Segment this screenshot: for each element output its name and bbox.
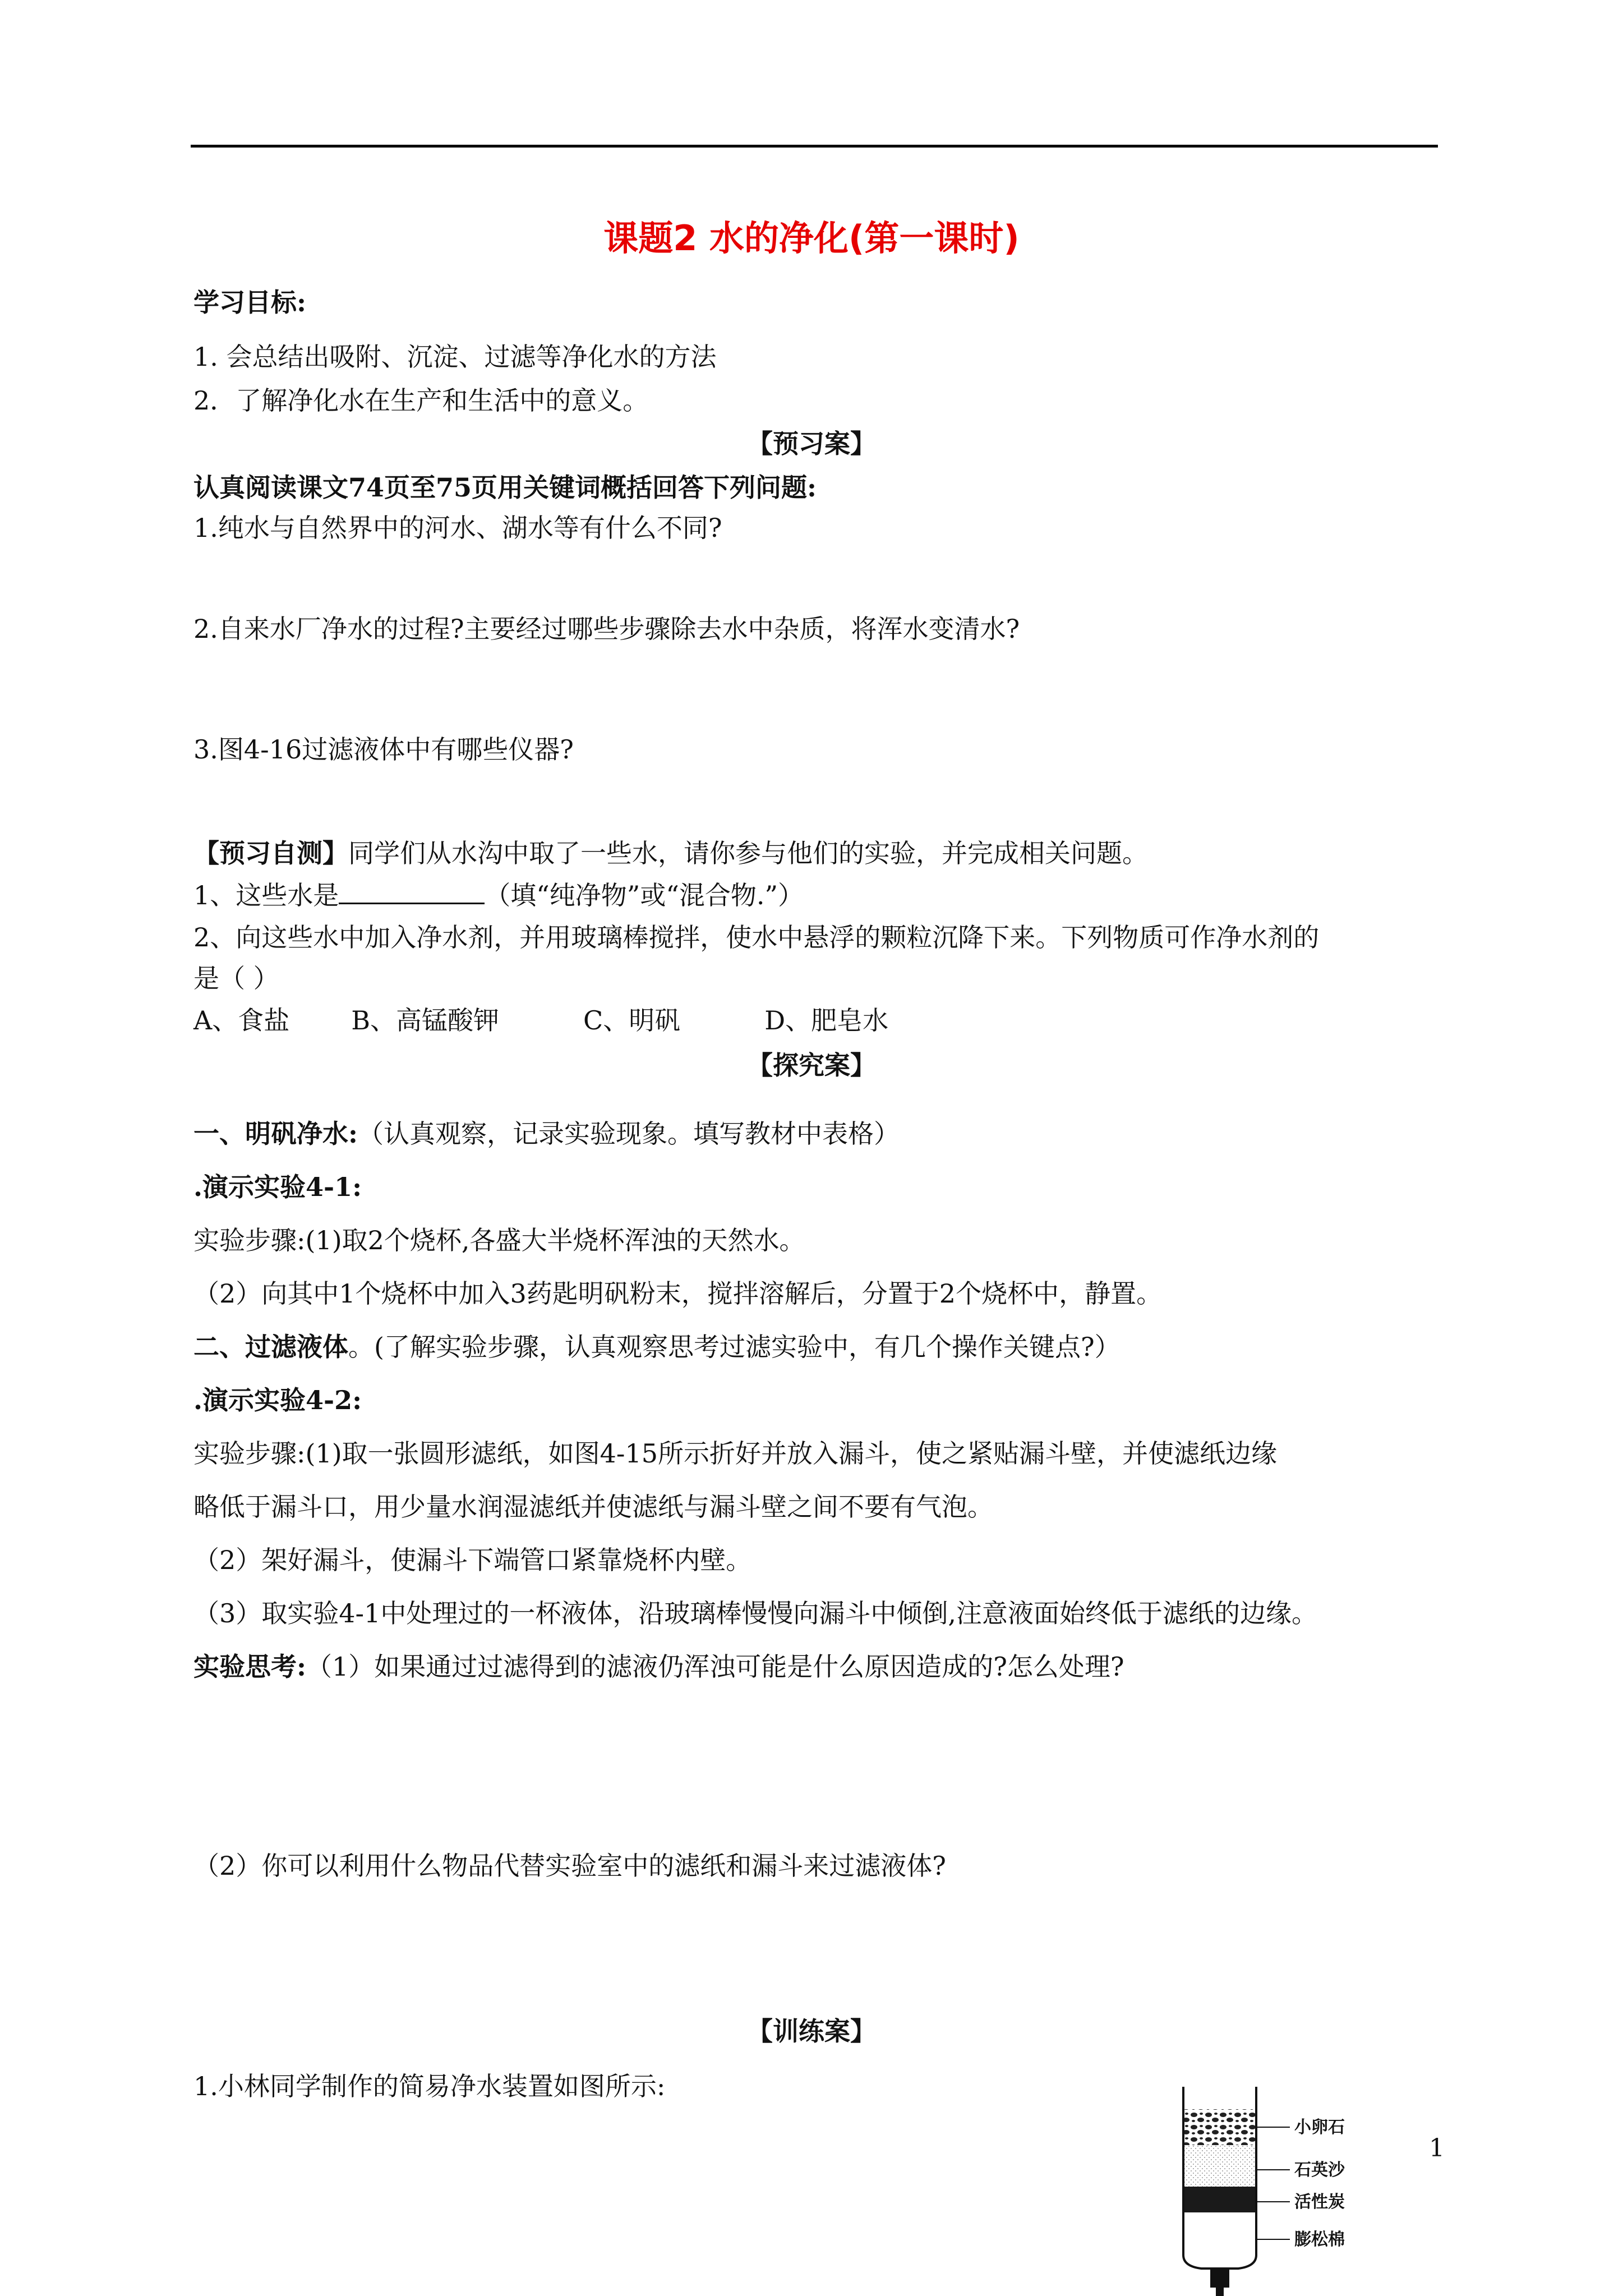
section2 xyxy=(193,1329,1121,1364)
preview-instruction: 认真阅读课文74页至75页用关键词概括回答下列问题: xyxy=(193,472,817,503)
training-q1: 1.小林同学制作的简易净水装置如图所示: xyxy=(193,2071,666,2101)
self-test-q2-line2: 是（ ） xyxy=(193,963,279,993)
self-test-q1 xyxy=(193,878,804,913)
section1 xyxy=(193,1116,900,1151)
think-q1-line xyxy=(193,1649,1124,1684)
carbon-layer xyxy=(1184,2187,1255,2212)
label-cotton: 膨松棉 xyxy=(1294,2230,1345,2249)
section2-note: 。(了解实验步骤，认真观察思考过滤实验中，有几个操作关键点?） xyxy=(348,1332,1121,1362)
preview-heading: 【预习案】 xyxy=(747,429,876,459)
q1-prefix: 1、这些水是 xyxy=(193,880,339,910)
section1-note: （认真观察，记录实验现象。填写教材中表格） xyxy=(357,1119,900,1149)
self-test-label: 【预习自测】 xyxy=(193,838,348,868)
preview-question: 2.自来水厂净水的过程?主要经过哪些步骤除去水中杂质，将浑水变清水? xyxy=(193,614,1020,644)
think-q2: （2）你可以利用什么物品代替实验室中的滤纸和漏斗来过滤液体? xyxy=(193,1851,946,1881)
option-b: B、高锰酸钾 xyxy=(351,1005,500,1036)
option-a: A、食盐 xyxy=(193,1005,290,1036)
think-q1: （1）如果通过过滤得到的滤液仍浑浊可能是什么原因造成的?怎么处理? xyxy=(306,1651,1124,1682)
water-filter-figure xyxy=(1161,2087,1509,2296)
think-label: 实验思考: xyxy=(193,1651,306,1682)
label-pebbles: 小卵石 xyxy=(1294,2118,1345,2137)
demo1-title: .演示实验4-1: xyxy=(193,1172,362,1202)
option-d: D、肥皂水 xyxy=(764,1005,889,1036)
page-title: 课题2 水的净化(第一课时) xyxy=(603,218,1020,259)
demo2-step: （3）取实验4-1中处理过的一杯液体，沿玻璃棒慢慢向漏斗中倾倒,注意液面始终低于滤纸的边缘。 xyxy=(193,1598,1317,1628)
filter-column xyxy=(1183,2087,1256,2296)
demo1-step: 实验步骤:(1)取2个烧杯,各盛大半烧杯浑浊的天然水。 xyxy=(193,1225,805,1255)
figure-leaders xyxy=(1255,2127,1290,2239)
answer-blank[interactable] xyxy=(339,880,485,904)
outlet-nozzle xyxy=(1210,2269,1229,2288)
page-number: 1 xyxy=(1429,2134,1445,2162)
option-c: C、明矾 xyxy=(583,1005,681,1036)
self-test-q2-line1: 2、向这些水中加入净水剂，并用玻璃棒搅拌，使水中悬浮的颗粒沉降下来。下列物质可作净水剂的 xyxy=(193,922,1320,953)
sand-layer xyxy=(1184,2145,1255,2187)
self-test-intro xyxy=(193,836,1148,871)
preview-question: 1.纯水与自然界中的河水、湖水等有什么不同? xyxy=(193,513,722,543)
objectives-heading: 学习目标: xyxy=(193,287,306,318)
preview-question: 3.图4-16过滤液体中有哪些仪器? xyxy=(193,734,574,765)
self-test-options xyxy=(193,1003,950,1038)
objective-item: 2．了解净化水在生产和生活中的意义。 xyxy=(193,385,649,416)
label-quartz-sand: 石英沙 xyxy=(1294,2160,1345,2180)
section2-title: 二、过滤液体 xyxy=(193,1332,348,1362)
cotton-layer xyxy=(1184,2212,1255,2246)
demo2-step: 略低于漏斗口，用少量水润湿滤纸并使滤纸与漏斗壁之间不要有气泡。 xyxy=(193,1492,993,1522)
q1-suffix: （填“纯净物”或“混合物.”） xyxy=(485,880,804,910)
training-heading: 【训练案】 xyxy=(747,2016,876,2046)
self-test-text: 同学们从水沟中取了一些水，请你参与他们的实验，并完成相关问题。 xyxy=(348,838,1148,868)
pebble-layer xyxy=(1184,2109,1255,2145)
demo1-step: （2）向其中1个烧杯中加入3药匙明矾粉末，搅拌溶解后，分置于2个烧杯中，静置。 xyxy=(193,1278,1163,1309)
explore-heading: 【探究案】 xyxy=(747,1050,876,1080)
header-rule xyxy=(191,145,1438,148)
objective-item: 1. 会总结出吸附、沉淀、过滤等净化水的方法 xyxy=(193,342,717,372)
section1-title: 一、明矾净水: xyxy=(193,1119,358,1149)
demo2-title: .演示实验4-2: xyxy=(193,1385,362,1415)
label-activated-carbon: 活性炭 xyxy=(1294,2192,1345,2212)
demo2-step: （2）架好漏斗，使漏斗下端管口紧靠烧杯内壁。 xyxy=(193,1545,752,1575)
demo2-step: 实验步骤:(1)取一张圆形滤纸，如图4-15所示折好并放入漏斗，使之紧贴漏斗壁，并使滤纸边缘 xyxy=(193,1438,1277,1469)
